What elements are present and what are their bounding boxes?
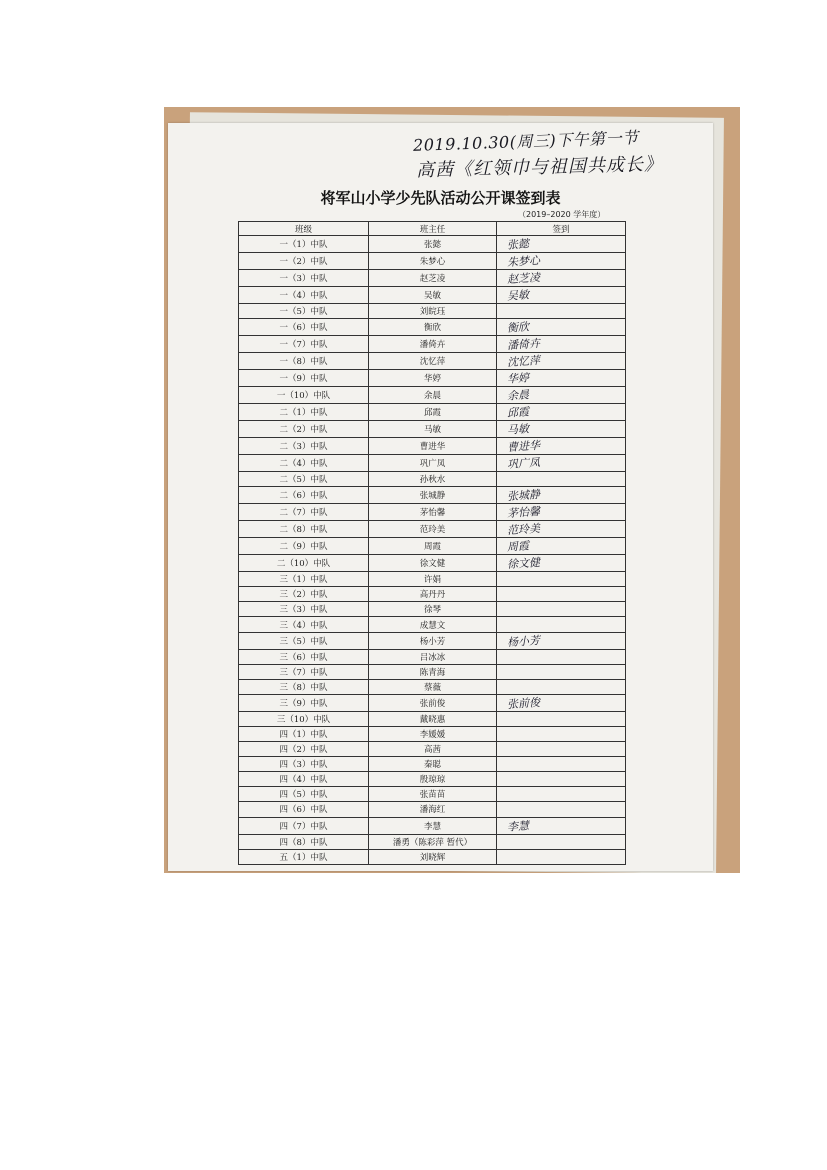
class-cell: 二（1）中队 (239, 404, 369, 421)
teacher-cell: 李媛媛 (369, 726, 497, 741)
class-cell: 三（3）中队 (239, 602, 369, 617)
class-cell: 一（8）中队 (239, 353, 369, 370)
signature-cell (497, 438, 626, 455)
table-row (239, 587, 626, 602)
signature-cell (497, 487, 626, 504)
signature-cell (497, 602, 626, 617)
handwritten-signature: 周霞 (506, 539, 530, 554)
teacher-cell: 孙秋水 (369, 472, 497, 487)
handwritten-signature: 徐文健 (506, 556, 541, 572)
teacher-cell: 潘勇（陈彩萍 暂代） (369, 834, 497, 849)
signature-cell (497, 772, 626, 787)
header-signature: 签到 (497, 222, 626, 236)
class-cell: 一（3）中队 (239, 270, 369, 287)
handwritten-signature: 赵芝凌 (506, 270, 541, 287)
handwritten-signature: 李慧 (506, 818, 530, 834)
table-row (239, 602, 626, 617)
table-row (239, 679, 626, 694)
class-cell: 三（4）中队 (239, 617, 369, 632)
signature-cell (497, 404, 626, 421)
signature-cell (497, 336, 626, 353)
table-row (239, 438, 626, 455)
signature-cell (497, 649, 626, 664)
class-cell: 一（4）中队 (239, 287, 369, 304)
handwritten-signature: 张懿 (506, 237, 530, 252)
table-row (239, 387, 626, 404)
class-cell: 三（10）中队 (239, 711, 369, 726)
table-row (239, 319, 626, 336)
table-row (239, 504, 626, 521)
teacher-cell: 蔡薇 (369, 679, 497, 694)
handwritten-signature: 张城静 (506, 488, 541, 504)
class-cell: 二（2）中队 (239, 421, 369, 438)
teacher-cell: 戴晓惠 (369, 711, 497, 726)
table-row (239, 236, 626, 253)
table-row (239, 404, 626, 421)
table-row (239, 487, 626, 504)
handwritten-signature: 华婷 (506, 371, 530, 386)
table-row (239, 455, 626, 472)
teacher-cell: 朱梦心 (369, 253, 497, 270)
class-cell: 一（6）中队 (239, 319, 369, 336)
teacher-cell: 余晨 (369, 387, 497, 404)
handwritten-signature: 杨小芳 (506, 633, 541, 649)
table-row (239, 538, 626, 555)
signature-cell (497, 387, 626, 404)
teacher-cell: 范玲美 (369, 521, 497, 538)
signature-cell (497, 664, 626, 679)
handwritten-signature: 沈忆萍 (506, 353, 541, 370)
class-cell: 四（2）中队 (239, 742, 369, 757)
signature-cell (497, 370, 626, 387)
table-body (239, 236, 626, 865)
teacher-cell: 徐文健 (369, 555, 497, 572)
table-row (239, 802, 626, 817)
table-row (239, 521, 626, 538)
teacher-cell: 成慧文 (369, 617, 497, 632)
table-row (239, 742, 626, 757)
signature-cell (497, 587, 626, 602)
class-cell: 二（10）中队 (239, 555, 369, 572)
signature-cell (497, 421, 626, 438)
class-cell: 四（7）中队 (239, 817, 369, 834)
table-row (239, 772, 626, 787)
signature-cell (497, 287, 626, 304)
teacher-cell: 潘海红 (369, 802, 497, 817)
handwritten-signature: 吴敏 (506, 288, 530, 303)
document-title: 将军山小学少先队活动公开课签到表 (320, 189, 561, 207)
table-header-row (239, 222, 626, 236)
handwritten-date-note: 2019.10.30(周三)下午第一节 (412, 128, 639, 155)
table-row (239, 353, 626, 370)
class-cell: 二（4）中队 (239, 455, 369, 472)
class-cell: 三（9）中队 (239, 694, 369, 711)
table-row (239, 336, 626, 353)
signature-cell (497, 849, 626, 864)
signature-cell (497, 679, 626, 694)
class-cell: 三（1）中队 (239, 572, 369, 587)
class-cell: 二（5）中队 (239, 472, 369, 487)
signature-cell (497, 726, 626, 741)
signature-cell (497, 817, 626, 834)
teacher-cell: 李慧 (369, 817, 497, 834)
teacher-cell: 曹进华 (369, 438, 497, 455)
teacher-cell: 巩广凤 (369, 455, 497, 472)
teacher-cell: 马敏 (369, 421, 497, 438)
table-row (239, 472, 626, 487)
handwritten-signature: 范玲美 (506, 522, 541, 538)
table-row (239, 649, 626, 664)
signature-cell (497, 472, 626, 487)
class-cell: 二（9）中队 (239, 538, 369, 555)
table-row (239, 817, 626, 834)
signature-cell (497, 236, 626, 253)
class-cell: 四（6）中队 (239, 802, 369, 817)
class-cell: 一（5）中队 (239, 304, 369, 319)
table-row (239, 849, 626, 864)
teacher-cell: 吴敏 (369, 287, 497, 304)
signature-cell (497, 521, 626, 538)
teacher-cell: 许娟 (369, 572, 497, 587)
table-row (239, 694, 626, 711)
table-row (239, 253, 626, 270)
handwritten-signature: 曹进华 (506, 438, 541, 455)
class-cell: 三（6）中队 (239, 649, 369, 664)
table-row (239, 421, 626, 438)
table-row (239, 711, 626, 726)
signature-cell (497, 617, 626, 632)
signature-cell (497, 253, 626, 270)
signature-cell (497, 319, 626, 336)
class-cell: 一（9）中队 (239, 370, 369, 387)
teacher-cell: 衡欣 (369, 319, 497, 336)
signature-cell (497, 632, 626, 649)
class-cell: 二（7）中队 (239, 504, 369, 521)
teacher-cell: 高茜 (369, 742, 497, 757)
table-row (239, 834, 626, 849)
signature-cell (497, 538, 626, 555)
handwritten-lesson-note: 高茜《红领巾与祖国共成长》 (415, 153, 664, 182)
signature-cell (497, 504, 626, 521)
signature-cell (497, 304, 626, 319)
signature-cell (497, 270, 626, 287)
handwritten-signature: 巩广凤 (506, 455, 541, 472)
table-row (239, 726, 626, 741)
signature-cell (497, 802, 626, 817)
handwritten-signature: 衡欣 (506, 320, 530, 335)
teacher-cell: 刘晓辉 (369, 849, 497, 864)
table-row (239, 555, 626, 572)
teacher-cell: 张城静 (369, 487, 497, 504)
teacher-cell: 张前俊 (369, 694, 497, 711)
class-cell: 四（8）中队 (239, 834, 369, 849)
signature-cell (497, 353, 626, 370)
table-row (239, 757, 626, 772)
table-row (239, 632, 626, 649)
handwritten-signature: 邱霞 (506, 405, 530, 420)
handwritten-signature: 余晨 (506, 388, 530, 403)
header-class: 班级 (239, 222, 369, 236)
table-row (239, 270, 626, 287)
teacher-cell: 邱霞 (369, 404, 497, 421)
teacher-cell: 杨小芳 (369, 632, 497, 649)
class-cell: 二（3）中队 (239, 438, 369, 455)
class-cell: 四（1）中队 (239, 726, 369, 741)
class-cell: 四（4）中队 (239, 772, 369, 787)
handwritten-signature: 朱梦心 (506, 253, 541, 270)
signature-cell (497, 757, 626, 772)
signature-cell (497, 555, 626, 572)
table-row (239, 287, 626, 304)
teacher-cell: 徐琴 (369, 602, 497, 617)
table-row (239, 664, 626, 679)
class-cell: 三（2）中队 (239, 587, 369, 602)
signature-cell (497, 742, 626, 757)
signature-cell (497, 572, 626, 587)
class-cell: 一（2）中队 (239, 253, 369, 270)
class-cell: 三（5）中队 (239, 632, 369, 649)
teacher-cell: 秦聪 (369, 757, 497, 772)
signature-cell (497, 711, 626, 726)
teacher-cell: 高丹丹 (369, 587, 497, 602)
teacher-cell: 沈忆萍 (369, 353, 497, 370)
teacher-cell: 赵芝凌 (369, 270, 497, 287)
document-photo (164, 107, 740, 873)
teacher-cell: 张懿 (369, 236, 497, 253)
school-year: （2019–2020 学年度） (518, 210, 606, 219)
handwritten-signature: 马敏 (506, 422, 530, 437)
sign-in-table (238, 221, 626, 865)
class-cell: 四（3）中队 (239, 757, 369, 772)
teacher-cell: 刘皖珏 (369, 304, 497, 319)
teacher-cell: 周霞 (369, 538, 497, 555)
table-row (239, 572, 626, 587)
class-cell: 一（1）中队 (239, 236, 369, 253)
teacher-cell: 殷琼琼 (369, 772, 497, 787)
handwritten-signature: 茅怡馨 (506, 505, 541, 521)
teacher-cell: 张苗苗 (369, 787, 497, 802)
class-cell: 一（10）中队 (239, 387, 369, 404)
class-cell: 三（8）中队 (239, 679, 369, 694)
class-cell: 四（5）中队 (239, 787, 369, 802)
handwritten-signature: 潘倚卉 (506, 336, 541, 353)
class-cell: 二（6）中队 (239, 487, 369, 504)
class-cell: 一（7）中队 (239, 336, 369, 353)
signature-cell (497, 455, 626, 472)
signature-cell (497, 787, 626, 802)
signature-cell (497, 834, 626, 849)
signature-cell (497, 694, 626, 711)
handwritten-signature: 张前俊 (506, 695, 541, 711)
table-row (239, 370, 626, 387)
class-cell: 五（1）中队 (239, 849, 369, 864)
header-teacher: 班主任 (369, 222, 497, 236)
table-row (239, 304, 626, 319)
sign-in-sheet (168, 123, 713, 871)
teacher-cell: 潘倚卉 (369, 336, 497, 353)
table-row (239, 787, 626, 802)
class-cell: 三（7）中队 (239, 664, 369, 679)
teacher-cell: 吕冰冰 (369, 649, 497, 664)
table-row (239, 617, 626, 632)
class-cell: 二（8）中队 (239, 521, 369, 538)
teacher-cell: 陈青海 (369, 664, 497, 679)
teacher-cell: 茅怡馨 (369, 504, 497, 521)
teacher-cell: 华婷 (369, 370, 497, 387)
